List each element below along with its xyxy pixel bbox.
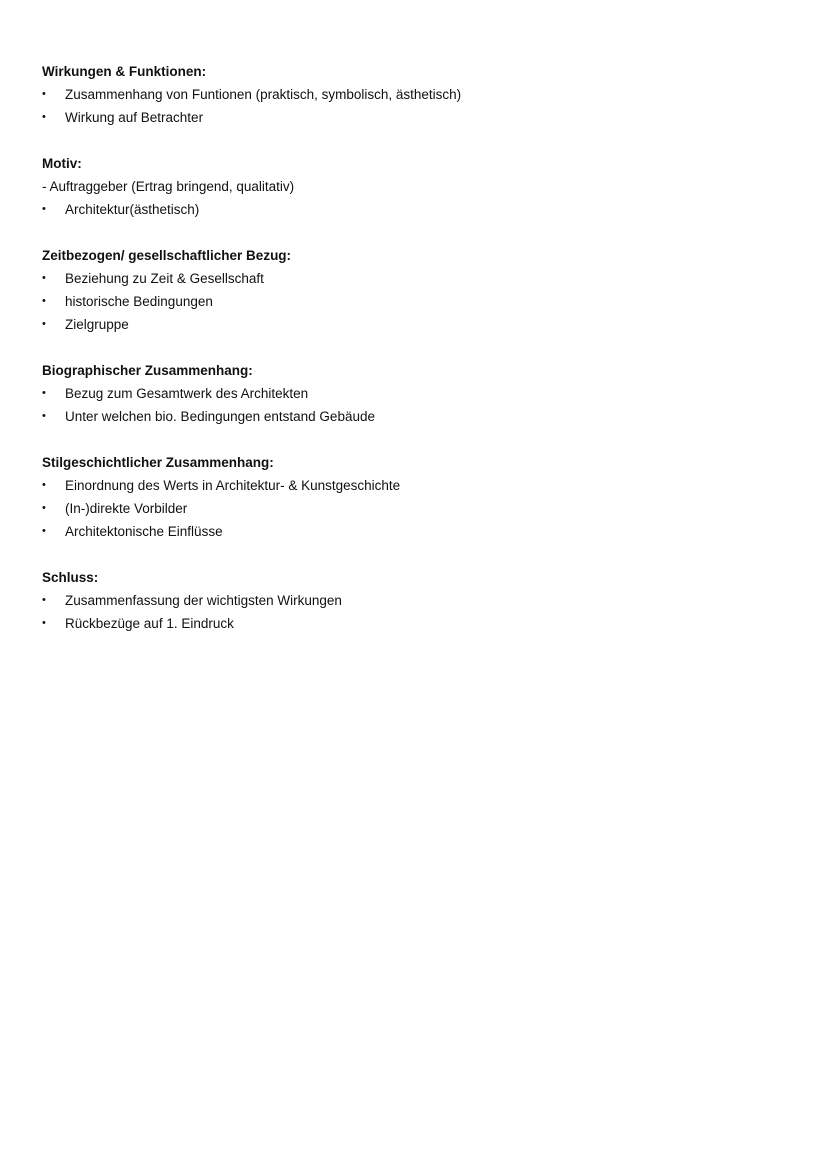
list-item-text: Einordnung des Werts in Architektur- & Kunstgeschichte — [65, 478, 401, 493]
list-item-text: Rückbezüge auf 1. Eindruck — [65, 616, 234, 631]
bullet-icon: • — [42, 88, 46, 100]
section-stilgeschichtlicher-zusammenhang — [42, 451, 802, 543]
section-heading: Motiv: — [42, 156, 82, 171]
list-item — [42, 106, 802, 129]
list-item-text: Architektur(ästhetisch) — [65, 202, 200, 217]
bullet-icon: • — [42, 295, 46, 307]
section-zeitbezogen — [42, 244, 802, 336]
bullet-icon: • — [42, 594, 46, 606]
section-motiv — [42, 152, 802, 221]
list-item — [42, 290, 802, 313]
section-heading: Schluss: — [42, 570, 99, 585]
bullet-icon: • — [42, 502, 46, 514]
list-item-text: Wirkung auf Betrachter — [65, 110, 204, 125]
section-biographischer-zusammenhang — [42, 359, 802, 428]
bullet-icon: • — [42, 203, 46, 215]
list-item — [42, 83, 802, 106]
list-item — [42, 520, 802, 543]
list-item — [42, 612, 802, 635]
list-item-text: Architektonische Einflüsse — [65, 524, 223, 539]
bullet-icon: • — [42, 111, 46, 123]
bullet-icon: • — [42, 525, 46, 537]
list-item — [42, 474, 802, 497]
list-item — [42, 382, 802, 405]
list-item-text: Beziehung zu Zeit & Gesellschaft — [65, 271, 264, 286]
list-item-text: Unter welchen bio. Bedingungen entstand Gebäude — [65, 409, 375, 424]
list-item-text: Zielgruppe — [65, 317, 129, 332]
list-item — [42, 405, 802, 428]
list-item-text: Zusammenfassung der wichtigsten Wirkungen — [65, 593, 342, 608]
section-heading: Zeitbezogen/ gesellschaftlicher Bezug: — [42, 248, 292, 263]
bullet-icon: • — [42, 387, 46, 399]
section-heading: Biographischer Zusammenhang: — [42, 363, 253, 378]
bullet-icon: • — [42, 272, 46, 284]
list-item-text: historische Bedingungen — [65, 294, 213, 309]
list-item — [42, 175, 802, 198]
bullet-icon: • — [42, 617, 46, 629]
list-item-text: Bezug zum Gesamtwerk des Architekten — [65, 386, 309, 401]
list-item-text: Zusammenhang von Funtionen (praktisch, symbolisch, ästhetisch) — [65, 87, 462, 102]
section-schluss — [42, 566, 802, 635]
list-item — [42, 589, 802, 612]
bullet-icon: • — [42, 318, 46, 330]
section-heading: Stilgeschichtlicher Zusammenhang: — [42, 455, 274, 470]
list-item-text: (In-)direkte Vorbilder — [65, 501, 188, 516]
document-content — [42, 60, 802, 658]
bullet-icon: • — [42, 479, 46, 491]
bullet-icon: • — [42, 410, 46, 422]
list-item — [42, 313, 802, 336]
list-item — [42, 198, 802, 221]
list-item — [42, 267, 802, 290]
section-wirkungen-funktionen — [42, 60, 802, 129]
section-heading: Wirkungen & Funktionen: — [42, 64, 207, 79]
list-item — [42, 497, 802, 520]
list-item-text: - Auftraggeber (Ertrag bringend, qualitativ) — [42, 179, 295, 194]
